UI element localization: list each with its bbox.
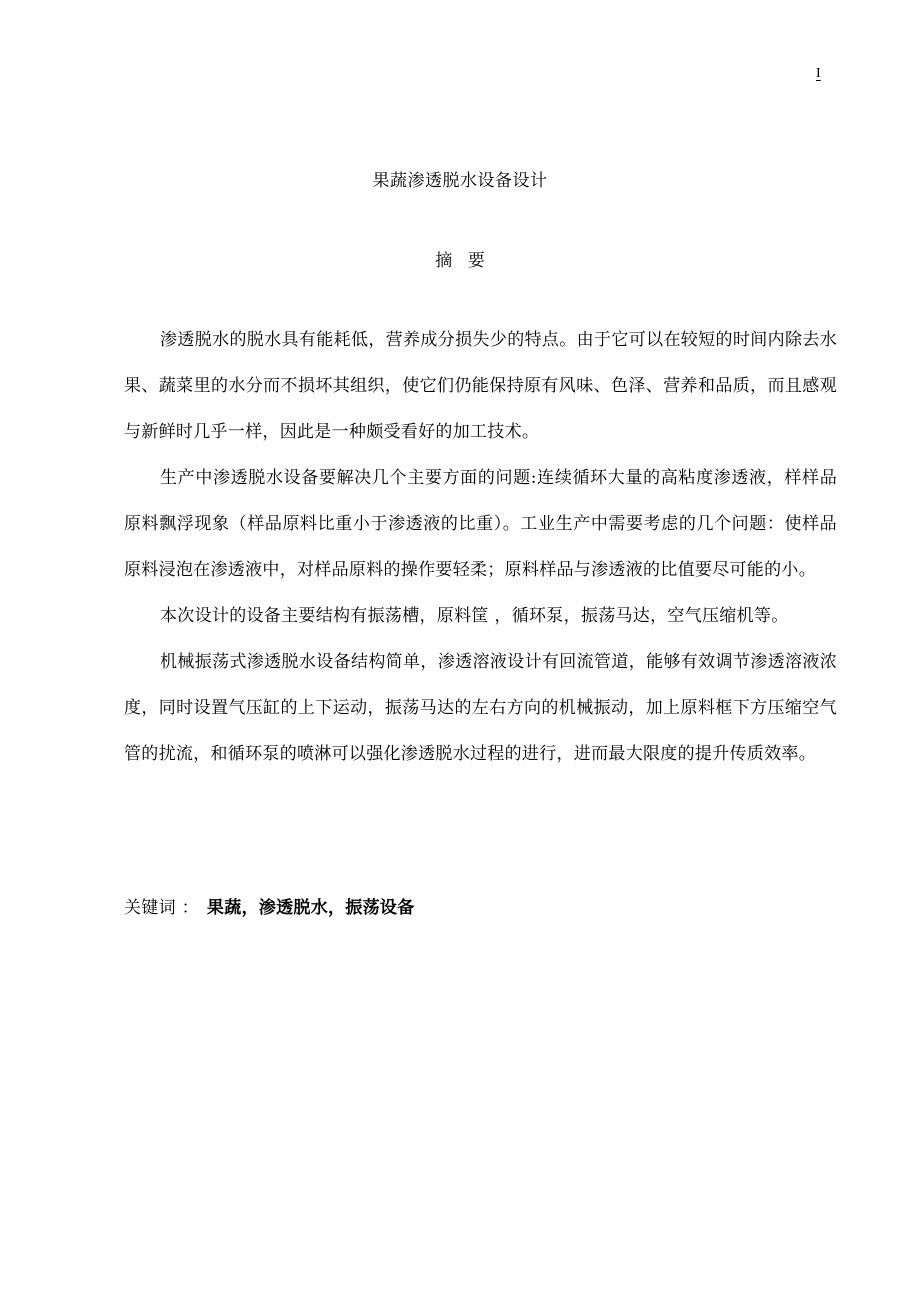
page-number: I	[816, 66, 821, 81]
abstract-paragraph-2: 生产中渗透脱水设备要解决几个主要方面的问题:连续循环大量的高粘度渗透液，样样品原料飘浮现象（样品原料比重小于渗透液的比重）。工业生产中需要考虑的几个问题：使样品原料浸泡在渗透液中，对样品原料的操作要轻柔；原料样品与渗透液的比值要尽可能的小。	[124, 468, 837, 580]
keywords-line	[124, 893, 415, 918]
abstract-paragraph-4: 机械振荡式渗透脱水设备结构简单，渗透溶液设计有回流管道，能够有效调节渗透溶液浓度，同时设置气压缸的上下运动，振荡马达的左右方向的机械振动，加上原料框下方压缩空气管的扰流，和循环泵的喷淋可以强化渗透脱水过程的进行，进而最大限度的提升传质效率。	[124, 652, 837, 764]
keywords-label: 关键词 ：	[124, 898, 199, 918]
abstract-paragraph-3: 本次设计的设备主要结构有振荡槽，原料筐 ，循环泵，振荡马达，空气压缩机等。	[160, 606, 789, 626]
keywords-value: 果蔬，渗透脱水，振荡设备	[206, 898, 415, 918]
abstract-paragraph-1: 渗透脱水的脱水具有能耗低，营养成分损失少的特点。由于它可以在较短的时间内除去水果、蔬菜里的水分而不损坏其组织，使它们仍能保持原有风味、色泽、营养和品质，而且感观与新鲜时几乎一样，因此是一种颇受看好的加工技术。	[124, 330, 837, 442]
abstract-heading: 摘 要	[435, 251, 485, 271]
abstract-body	[124, 317, 837, 777]
document-title: 果蔬渗透脱水设备设计	[372, 171, 548, 191]
